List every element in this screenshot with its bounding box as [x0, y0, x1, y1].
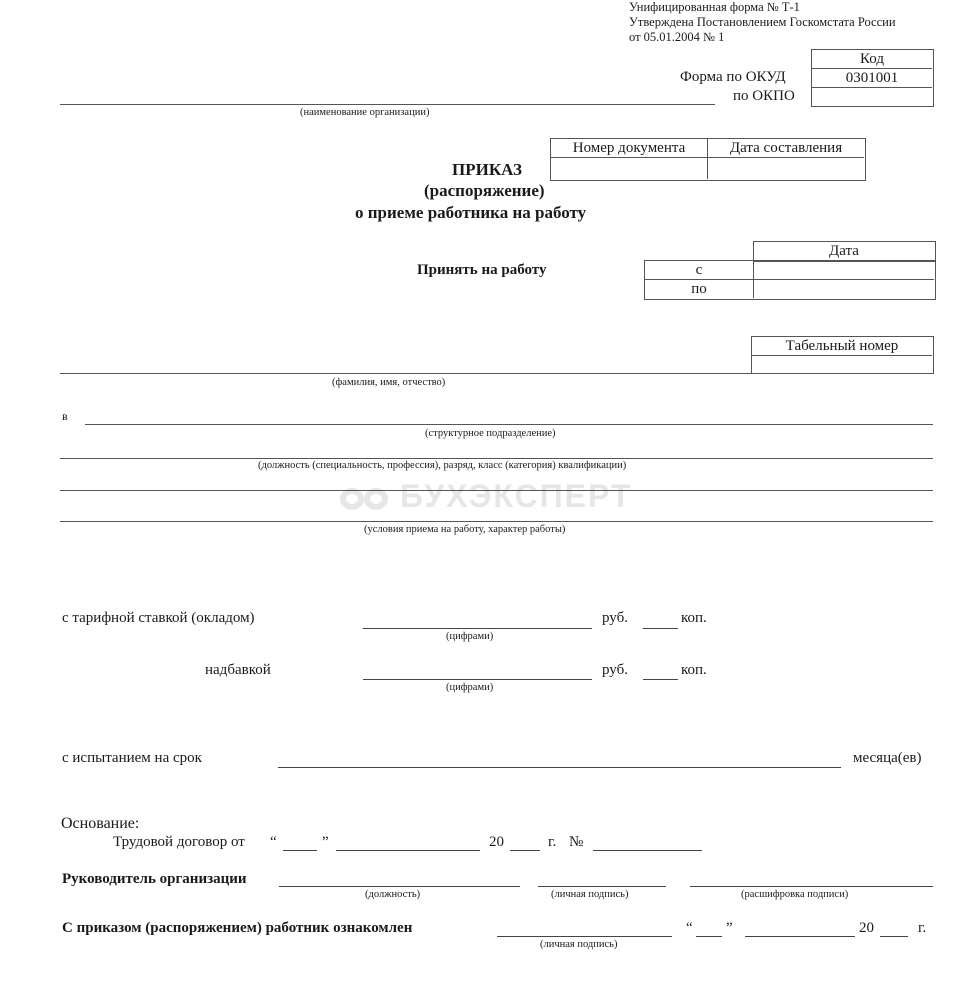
- bonus-kop-field[interactable]: [643, 679, 678, 680]
- hire-from-date-field[interactable]: [755, 261, 933, 279]
- ack-month-field[interactable]: [745, 936, 855, 937]
- position-caption: (должность (специальность, профессия), разряд, класс (категория) квалификации): [258, 460, 627, 471]
- bonus-digits-caption: (цифрами): [446, 682, 494, 693]
- okud-label: Форма по ОКУД: [680, 69, 786, 85]
- contract-year-suffix: г.: [548, 834, 557, 850]
- order-description: о приеме работника на работу: [355, 203, 587, 222]
- organization-name-field[interactable]: [60, 86, 715, 104]
- full-name-line: [60, 373, 751, 374]
- head-position-field[interactable]: [279, 886, 520, 887]
- watermark-text: БУХЭКСПЕРТ: [400, 478, 633, 514]
- order-subtitle: (распоряжение): [424, 181, 545, 200]
- position-line: [60, 458, 933, 459]
- employee-signature-caption: (личная подпись): [540, 939, 618, 950]
- ack-close-quote: ”: [726, 920, 733, 936]
- ack-open-quote: “: [686, 920, 693, 936]
- head-signature-field[interactable]: [538, 886, 666, 887]
- codes-box: [811, 49, 934, 107]
- contract-open-quote: “: [270, 834, 277, 850]
- codes-header: Код: [860, 51, 884, 67]
- doc-number-header: Номер документа: [572, 140, 686, 156]
- acquainted-label: С приказом (распоряжением) работник ознакомлен: [62, 920, 413, 936]
- tariff-kop-field[interactable]: [643, 628, 678, 629]
- contract-year-prefix: 20: [489, 834, 504, 850]
- form-note-line2: Утверждена Постановлением Госкомстата России: [629, 15, 896, 29]
- in-label: в: [62, 409, 68, 423]
- organization-caption: (наименование организации): [300, 107, 430, 118]
- contract-day-field[interactable]: [283, 850, 317, 851]
- doc-date-header: Дата составления: [729, 140, 843, 156]
- doc-number-field[interactable]: [551, 159, 707, 179]
- contract-close-quote: ”: [322, 834, 329, 850]
- department-line: [85, 424, 933, 425]
- basis-label: Основание:: [61, 815, 140, 832]
- form-note-line3: от 05.01.2004 № 1: [629, 30, 725, 44]
- okpo-code-field[interactable]: [812, 88, 932, 105]
- conditions-line1: [60, 490, 933, 491]
- tariff-kop-label: коп.: [681, 610, 707, 626]
- contract-label: Трудовой договор от: [113, 834, 245, 850]
- contract-month-field[interactable]: [336, 850, 480, 851]
- ack-year-prefix: 20: [859, 920, 874, 936]
- hire-date-header-cell: [753, 241, 936, 262]
- tariff-rub-label: руб.: [602, 610, 628, 626]
- probation-label: с испытанием на срок: [62, 750, 202, 766]
- conditions-caption: (условия приема на работу, характер работы): [364, 524, 566, 535]
- head-position-caption: (должность): [365, 889, 421, 900]
- probation-field[interactable]: [278, 767, 841, 768]
- probation-unit: месяца(ев): [853, 750, 922, 766]
- contract-number-sign: №: [569, 834, 584, 850]
- conditions-field-line1[interactable]: [60, 472, 933, 490]
- department-field[interactable]: [85, 406, 933, 424]
- position-field[interactable]: [60, 440, 933, 458]
- ack-year-field[interactable]: [880, 936, 908, 937]
- full-name-caption: (фамилия, имя, отчество): [332, 377, 446, 388]
- department-caption: (структурное подразделение): [425, 428, 556, 439]
- contract-year-field[interactable]: [510, 850, 540, 851]
- tariff-digits-caption: (цифрами): [446, 631, 494, 642]
- hire-from-label: с: [695, 262, 703, 278]
- bonus-rub-field[interactable]: [363, 679, 592, 680]
- full-name-field[interactable]: [60, 355, 750, 373]
- head-signature-caption: (личная подпись): [551, 889, 629, 900]
- contract-number-field[interactable]: [593, 850, 702, 851]
- bonus-rub-label: руб.: [602, 662, 628, 678]
- tab-number-field[interactable]: [752, 356, 932, 372]
- doc-date-field[interactable]: [708, 159, 864, 179]
- conditions-line2: [60, 521, 933, 522]
- organization-line: [60, 104, 715, 105]
- hire-label: Принять на работу: [417, 262, 547, 278]
- form-note: [629, 0, 896, 45]
- tariff-rub-field[interactable]: [363, 628, 592, 629]
- okpo-label: по ОКПО: [733, 88, 795, 104]
- head-label: Руководитель организации: [62, 871, 247, 887]
- tariff-label: с тарифной ставкой (окладом): [62, 610, 255, 626]
- hire-date-table: [644, 260, 936, 300]
- bonus-label: надбавкой: [205, 662, 271, 678]
- hire-date-header: Дата: [829, 243, 859, 259]
- bonus-kop-label: коп.: [681, 662, 707, 678]
- head-decoding-field[interactable]: [690, 886, 933, 887]
- tab-number-box: [751, 336, 934, 374]
- order-title: ПРИКАЗ: [452, 160, 522, 179]
- form-note-line1: Унифицированная форма № Т-1: [629, 0, 800, 14]
- document-table: [550, 138, 866, 181]
- okud-code[interactable]: 0301001: [845, 70, 899, 86]
- tab-number-header: Табельный номер: [785, 338, 899, 354]
- employee-signature-field[interactable]: [497, 936, 672, 937]
- ack-day-field[interactable]: [696, 936, 722, 937]
- hire-to-date-field[interactable]: [755, 280, 933, 298]
- ack-year-suffix: г.: [918, 920, 927, 936]
- head-decoding-caption: (расшифровка подписи): [741, 889, 849, 900]
- hire-to-label: по: [691, 281, 707, 297]
